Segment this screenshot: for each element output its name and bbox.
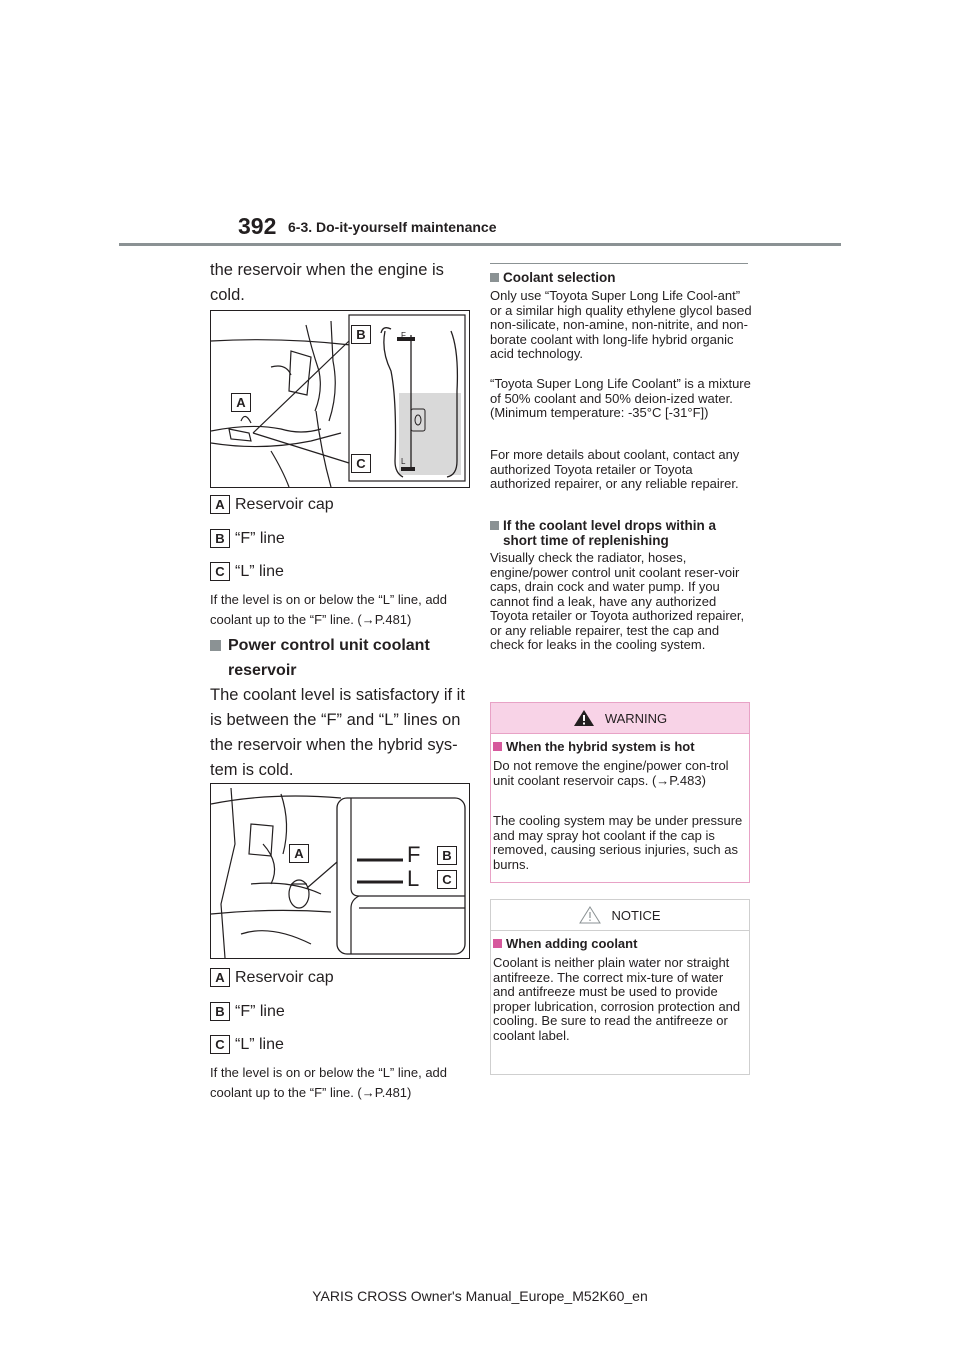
section-title-power-control-unit: Power control unit coolant reservoir (210, 633, 470, 683)
legend-letter: A (210, 968, 230, 987)
notice-heading: When adding coolant (493, 936, 745, 951)
figure2-callout-b: B (437, 846, 457, 865)
legend1-item-a (210, 495, 334, 514)
section-bullet-icon (490, 273, 499, 282)
figure-engine-coolant-reservoir (210, 310, 470, 488)
figure2-callout-a: A (289, 844, 309, 863)
legend-letter: C (210, 562, 230, 581)
legend1-item-b (210, 529, 285, 548)
chapter-title: 6-3. Do-it-yourself maintenance (288, 219, 497, 235)
figure1-mark-f: F (401, 331, 406, 340)
coolant-selection-p1: Only use “Toyota Super Long Life Cool-ant” or a similar high quality ethylene glycol based non-silicate, non-amine, non-nitrite, and non-borate coolant with long-life hybrid organic acid technology. (490, 288, 752, 361)
figure-power-control-unit-reservoir (210, 783, 470, 959)
legend2-item-b (210, 1002, 285, 1021)
notice-triangle-icon (579, 906, 601, 924)
legend-text: Reservoir cap (235, 968, 334, 986)
level-drop-heading: If the coolant level drops within a short time of replenishing (490, 518, 752, 548)
warning-title-bar (491, 703, 749, 734)
figure2-callout-c: C (437, 870, 457, 889)
warning-heading: When the hybrid system is hot (493, 739, 745, 754)
section-body-text: The coolant level is satisfactory if it is between the “F” and “L” lines on the reservoir when the hybrid sys-tem is cold. (210, 686, 465, 779)
notice-bullet-icon (493, 939, 502, 948)
legend-letter: A (210, 495, 230, 514)
figure2-mark-f: F (407, 842, 421, 867)
warning-bullet-icon (493, 742, 502, 751)
intro-text: the reservoir when the engine is cold. (210, 261, 444, 304)
figure1-mark-l: L (401, 457, 406, 466)
legend-text: “L” line (235, 1035, 284, 1053)
coolant-selection-heading: Coolant selection (490, 270, 752, 285)
legend-text: “F” line (235, 529, 285, 547)
coolant-selection-p3: For more details about coolant, contact any authorized Toyota retailer or Toyota authorized repairer, or any reliable repairer. (490, 447, 740, 491)
figure1-callout-c: C (351, 454, 371, 473)
legend-letter: B (210, 1002, 230, 1021)
notice-p1: Coolant is neither plain water nor straight antifreeze. The correct mix-ture of water and antifreeze must be used to provide proper lubrication, corrosion protection and cooling. Be sure to read the antifreeze or coolant label. (493, 955, 741, 1043)
warning-title: WARNING (604, 710, 668, 726)
warning-triangle-icon (573, 709, 595, 727)
legend2-item-a (210, 968, 334, 987)
legend-letter: B (210, 529, 230, 548)
note-add-coolant-1: If the level is on or below the “L” line, add coolant up to the “F” line. (→P.481) (210, 592, 448, 627)
warning-p1: Do not remove the engine/power con-trol unit coolant reservoir caps. (→P.483) (493, 758, 729, 788)
figure2-mark-l: L (407, 866, 420, 891)
legend-text: Reservoir cap (235, 495, 334, 513)
legend2-item-c (210, 1035, 284, 1054)
notice-box (490, 899, 750, 1075)
figure1-callout-a: A (231, 393, 251, 412)
legend1-item-c (210, 562, 284, 581)
warning-box (490, 702, 750, 883)
legend-text: “F” line (235, 1002, 285, 1020)
notice-title: NOTICE (611, 907, 661, 923)
right-column-divider (490, 263, 748, 264)
header-divider (119, 243, 841, 246)
level-drop-body: Visually check the radiator, hoses, engine/power control unit coolant reser-voir caps, drain cock and water pump. If you cannot find a leak, have any authorized Toyota retailer or Toyota authorized repairer, or any reliable repairer, test the cap and check for leaks in the cooling system. (490, 550, 745, 652)
footer-manual-id: YARIS CROSS Owner's Manual_Europe_M52K60_en (312, 1288, 648, 1304)
notice-title-bar (491, 900, 749, 931)
legend-letter: C (210, 1035, 230, 1054)
section-bullet-icon (210, 640, 221, 651)
legend-text: “L” line (235, 562, 284, 580)
section-bullet-icon (490, 521, 499, 530)
coolant-selection-p2: “Toyota Super Long Life Coolant” is a mixture of 50% coolant and 50% deion-ized water. (Minimum temperature: -35°C [-31°F]) (490, 376, 751, 420)
pcu-reservoir-illustration (211, 784, 469, 958)
note-add-coolant-2: If the level is on or below the “L” line, add coolant up to the “F” line. (→P.481) (210, 1065, 448, 1100)
page-number: 392 (238, 213, 277, 239)
warning-p2: The cooling system may be under pressure and may spray hot coolant if the cap is removed, causing serious injuries, such as burns. (493, 813, 743, 872)
figure1-callout-b: B (351, 325, 371, 344)
